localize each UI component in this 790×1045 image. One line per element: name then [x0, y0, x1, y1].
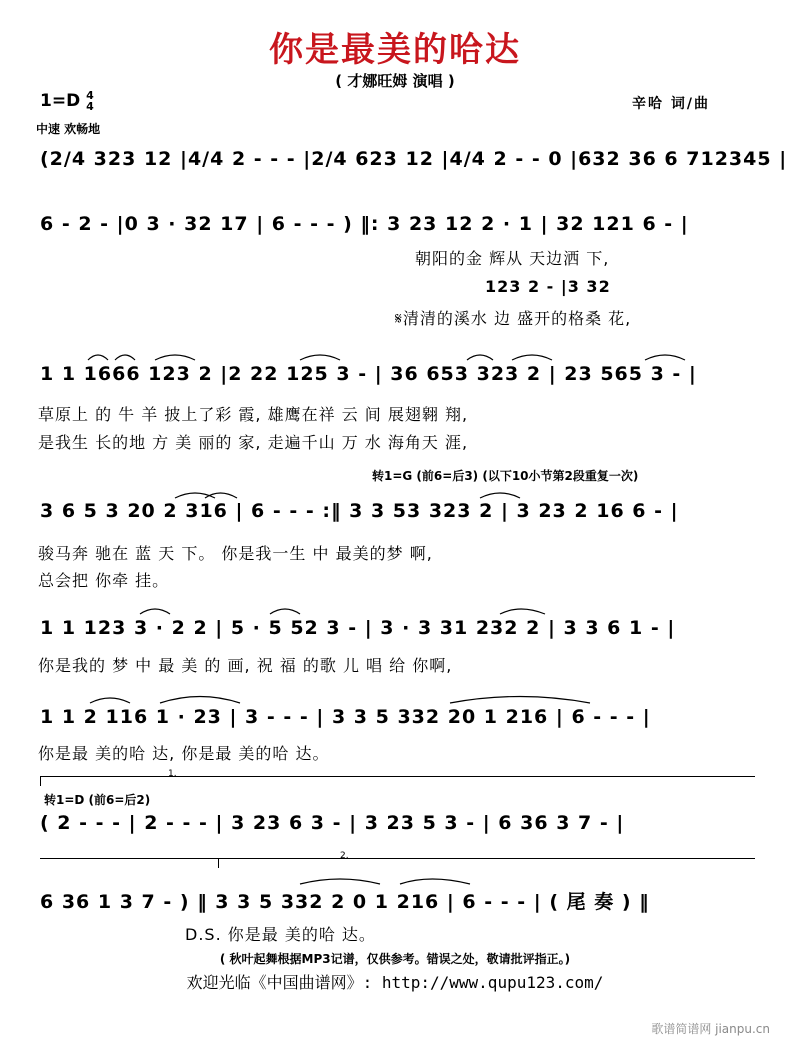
time-bottom: 4: [86, 100, 94, 113]
score-row-6: 1 1 2 116 1 · 23 | 3 - - - | 3 3 5 332 20 1 216 | 6 - - - |: [40, 706, 651, 728]
lyrics-row-4-verse-2: 总会把 你牵 挂。: [38, 571, 170, 590]
volta-2-label: 2.: [340, 851, 349, 861]
slur: [450, 697, 590, 704]
lyrics-row-3-verse-2: 是我生 长的地 方 美 丽的 家, 走遍千山 万 水 海角天 涯,: [38, 433, 469, 452]
lyrics-row-3-verse-1: 草原上 的 牛 羊 披上了彩 霞, 雄鹰在祥 云 间 展翅翱 翔,: [38, 405, 469, 424]
slur: [300, 355, 340, 360]
slur: [300, 879, 380, 884]
volta-1-label: 1.: [168, 769, 177, 779]
modulation-note-row-7: 转1=D (前6=后2): [44, 793, 151, 807]
time-top: 4: [86, 89, 94, 102]
page-title: 你是最美的哈达: [269, 30, 521, 70]
lyrics-row-4-verse-1: 骏马奔 驰在 蓝 天 下。 你是我一生 中 最美的梦 啊,: [38, 544, 433, 563]
slur: [467, 355, 493, 360]
slur: [88, 355, 108, 360]
score-row-4: 3 6 5 3 20 2 316 | 6 - - - :‖ 3 3 53 323 2 | 3 23 2 16 6 - |: [40, 500, 679, 522]
performer-subtitle: ( 才娜旺姆 演唱 ): [335, 72, 455, 90]
score-row-7: ( 2 - - - | 2 - - - | 3 23 6 3 - | 3 23 5 3 - | 6 36 3 7 - |: [40, 812, 625, 834]
lyrics-row-8: D.S. 你是最 美的哈 达。: [185, 925, 376, 944]
key-text: 1=D: [40, 91, 81, 111]
slur: [205, 493, 237, 498]
slur: [645, 355, 685, 360]
slur: [115, 355, 135, 360]
score-row-2: 6 - 2 - |0 3 · 32 17 | 6 - - - ) ‖: 3 23 12 2 · 1 | 32 121 6 - |: [40, 213, 689, 235]
lyrics-row-2-verse-2-text: 清清的溪水 边 盛开的格桑 花,: [402, 309, 632, 328]
slur: [160, 697, 240, 704]
segno-icon: 𝄋: [395, 309, 403, 328]
slur: [155, 355, 195, 360]
modulation-note-row-3: 转1=G (前6=后3) (以下10小节第2段重复一次): [372, 469, 639, 483]
slur: [90, 698, 130, 703]
score-row-2-alternate: 123 2 - |3 32: [485, 277, 611, 296]
slur: [512, 355, 552, 360]
slur: [140, 609, 170, 614]
footer-note: ( 秋叶起舞根据MP3记谱，仅供参考。错误之处，敬请批评指正。): [219, 952, 571, 966]
score-row-1: (2/4 323 12 |4/4 2 - - - |2/4 623 12 |4/4 2 - - 0 |632 36 6 712345 |: [40, 148, 788, 170]
lyrics-row-6: 你是最 美的哈 达, 你是最 美的哈 达。: [38, 744, 330, 763]
watermark: 歌谱简谱网 jianpu.cn: [651, 1022, 770, 1036]
lyrics-row-5: 你是我的 梦 中 最 美 的 画, 祝 福 的歌 儿 唱 给 你啊,: [38, 656, 453, 675]
score-row-8: 6 36 1 3 7 - ) ‖ 3 3 5 332 2 0 1 216 | 6 - - - | ( 尾 奏 ) ‖: [40, 891, 650, 913]
author-credit: 辛哈 词/曲: [632, 96, 710, 112]
tempo-marking: 中速 欢畅地: [36, 122, 101, 136]
score-row-5: 1 1 123 3 · 2 2 | 5 · 5 52 3 - | 3 · 3 31 232 2 | 3 3 6 1 - |: [40, 617, 676, 639]
score-row-3: 1 1 1666 123 2 |2 22 125 3 - | 36 653 323 2 | 23 565 3 - |: [40, 363, 697, 385]
slur: [400, 879, 470, 884]
slur: [480, 493, 520, 498]
footer-site-link[interactable]: 欢迎光临《中国曲谱网》: http://www.qupu123.com/: [186, 973, 604, 992]
lyrics-row-2-verse-1: 朝阳的金 辉从 天边洒 下,: [415, 249, 610, 268]
slur: [500, 609, 545, 614]
slur: [270, 609, 300, 614]
